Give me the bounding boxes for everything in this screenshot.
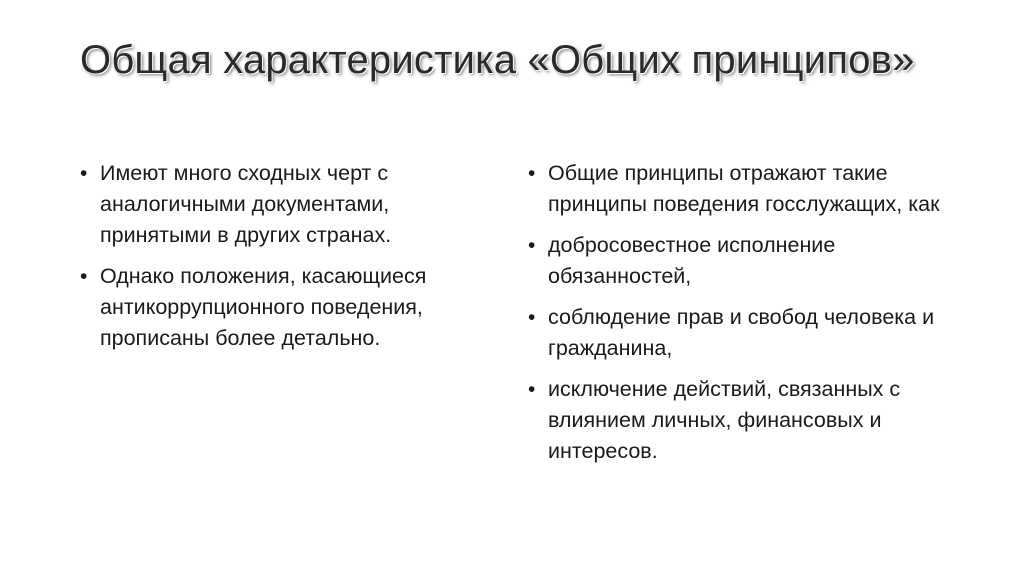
right-column — [528, 158, 948, 477]
bullet-dot: • — [528, 162, 536, 185]
bullet-dot: • — [80, 265, 88, 288]
bullet-text: добросовестное исполнение обязанностей, — [548, 233, 836, 288]
slide-title: Общая характеристика «Общих принципов» — [80, 38, 915, 82]
bullet-item — [80, 261, 485, 354]
bullet-item — [528, 158, 948, 220]
bullet-dot: • — [528, 306, 536, 329]
left-bullet-list — [80, 158, 485, 354]
bullet-text: соблюдение прав и свобод человека и гражданина, — [548, 305, 935, 360]
bullet-item — [80, 158, 485, 251]
bullet-item — [528, 374, 948, 467]
bullet-item — [528, 302, 948, 364]
bullet-text: Однако положения, касающиеся антикоррупционного поведения, прописаны более детально. — [100, 264, 427, 350]
right-bullet-list — [528, 158, 948, 467]
bullet-text: Общие принципы отражают такие принципы поведения госслужащих, как — [548, 161, 940, 216]
bullet-dot: • — [528, 378, 536, 401]
bullet-dot: • — [80, 162, 88, 185]
bullet-text: исключение действий, связанных с влиянием личных, финансовых и интересов. — [548, 377, 901, 463]
bullet-text: Имеют много сходных черт с аналогичными документами, принятыми в других странах. — [100, 161, 392, 247]
bullet-dot: • — [528, 234, 536, 257]
left-column — [80, 158, 485, 364]
bullet-item — [528, 230, 948, 292]
